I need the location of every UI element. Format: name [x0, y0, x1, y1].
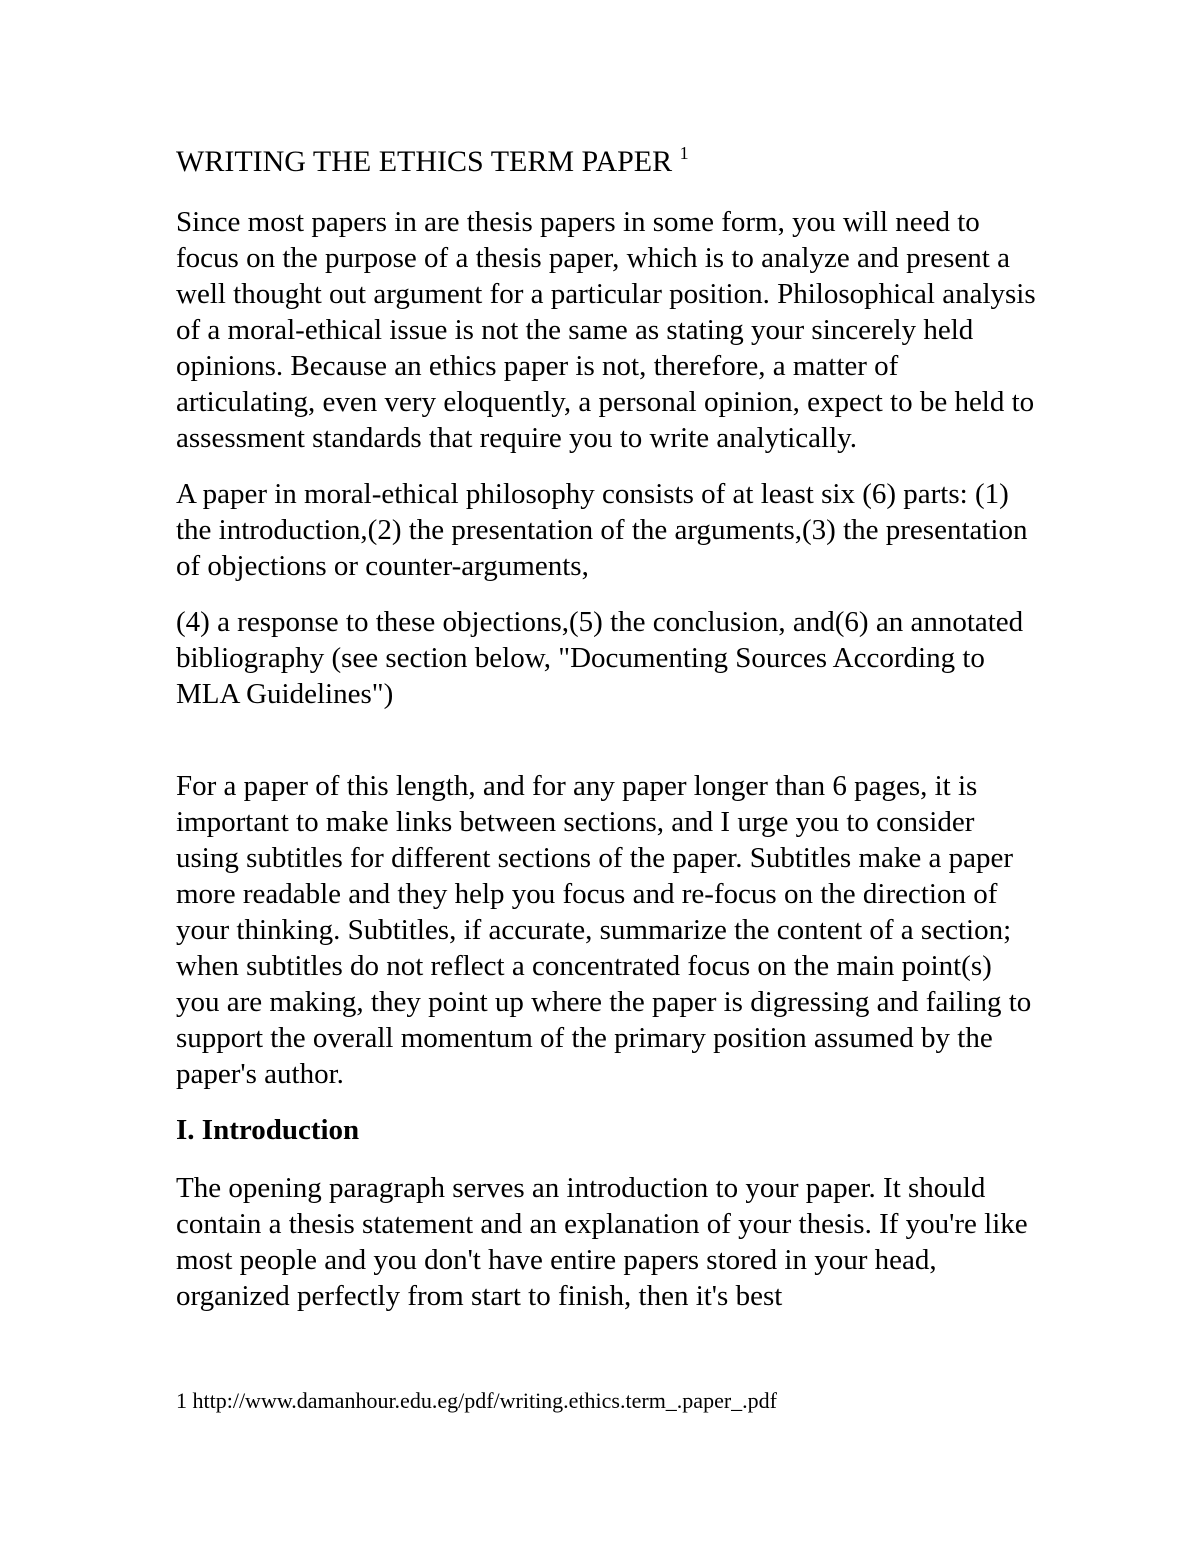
paragraph-paper-parts: A paper in moral-ethical philosophy consists of at least six (6) parts: (1) the introduction,(2) the presentation of the arguments,(3) the presentation of objections or counter-arguments, — [176, 478, 1028, 582]
paragraph-introduction: The opening paragraph serves an introduction to your paper. It should contain a thesis statement and an explanation of your thesis. If you're like most people and you don't have entire papers stored in your head, organized perfectly from start to finish, then it's best — [176, 1172, 1028, 1312]
page-title — [176, 144, 1036, 180]
section-heading-introduction: I. Introduction — [176, 1114, 360, 1146]
paragraph-paper-parts-continued: (4) a response to these objections,(5) the conclusion, and(6) an annotated bibliography (see section below, "Documenting Sources According to MLA Guidelines") — [176, 606, 1024, 710]
title-text: WRITING THE ETHICS TERM PAPER — [176, 145, 673, 178]
footnote: 1 http://www.damanhour.edu.eg/pdf/writing.ethics.term_.paper_.pdf — [176, 1388, 777, 1413]
paragraph-subtitles: For a paper of this length, and for any paper longer than 6 pages, it is important to make links between sections, and I urge you to consider using subtitles for different sections of the paper. Subtitles make a paper more readable and they help you focus and re-focus on the direction of your thinking. Subtitles, if accurate, summarize the content of a section; when subtitles do not reflect a concentrated focus on the main point(s) you are making, they point up where the paper is digressing and failing to support the overall momentum of the primary position assumed by the paper's author. — [176, 770, 1032, 1090]
document-body — [176, 144, 1036, 1334]
title-footnote-mark: 1 — [679, 143, 689, 163]
paragraph-thesis-purpose: Since most papers in are thesis papers in some form, you will need to focus on the purpose of a thesis paper, which is to analyze and present a well thought out argument for a particular position. Philosophical analysis of a moral-ethical issue is not the same as stating your sincerely held opinions. Because an ethics paper is not, therefore, a matter of articulating, even very eloquently, a personal opinion, expect to be held to assessment standards that require you to write analytically. — [176, 206, 1036, 454]
